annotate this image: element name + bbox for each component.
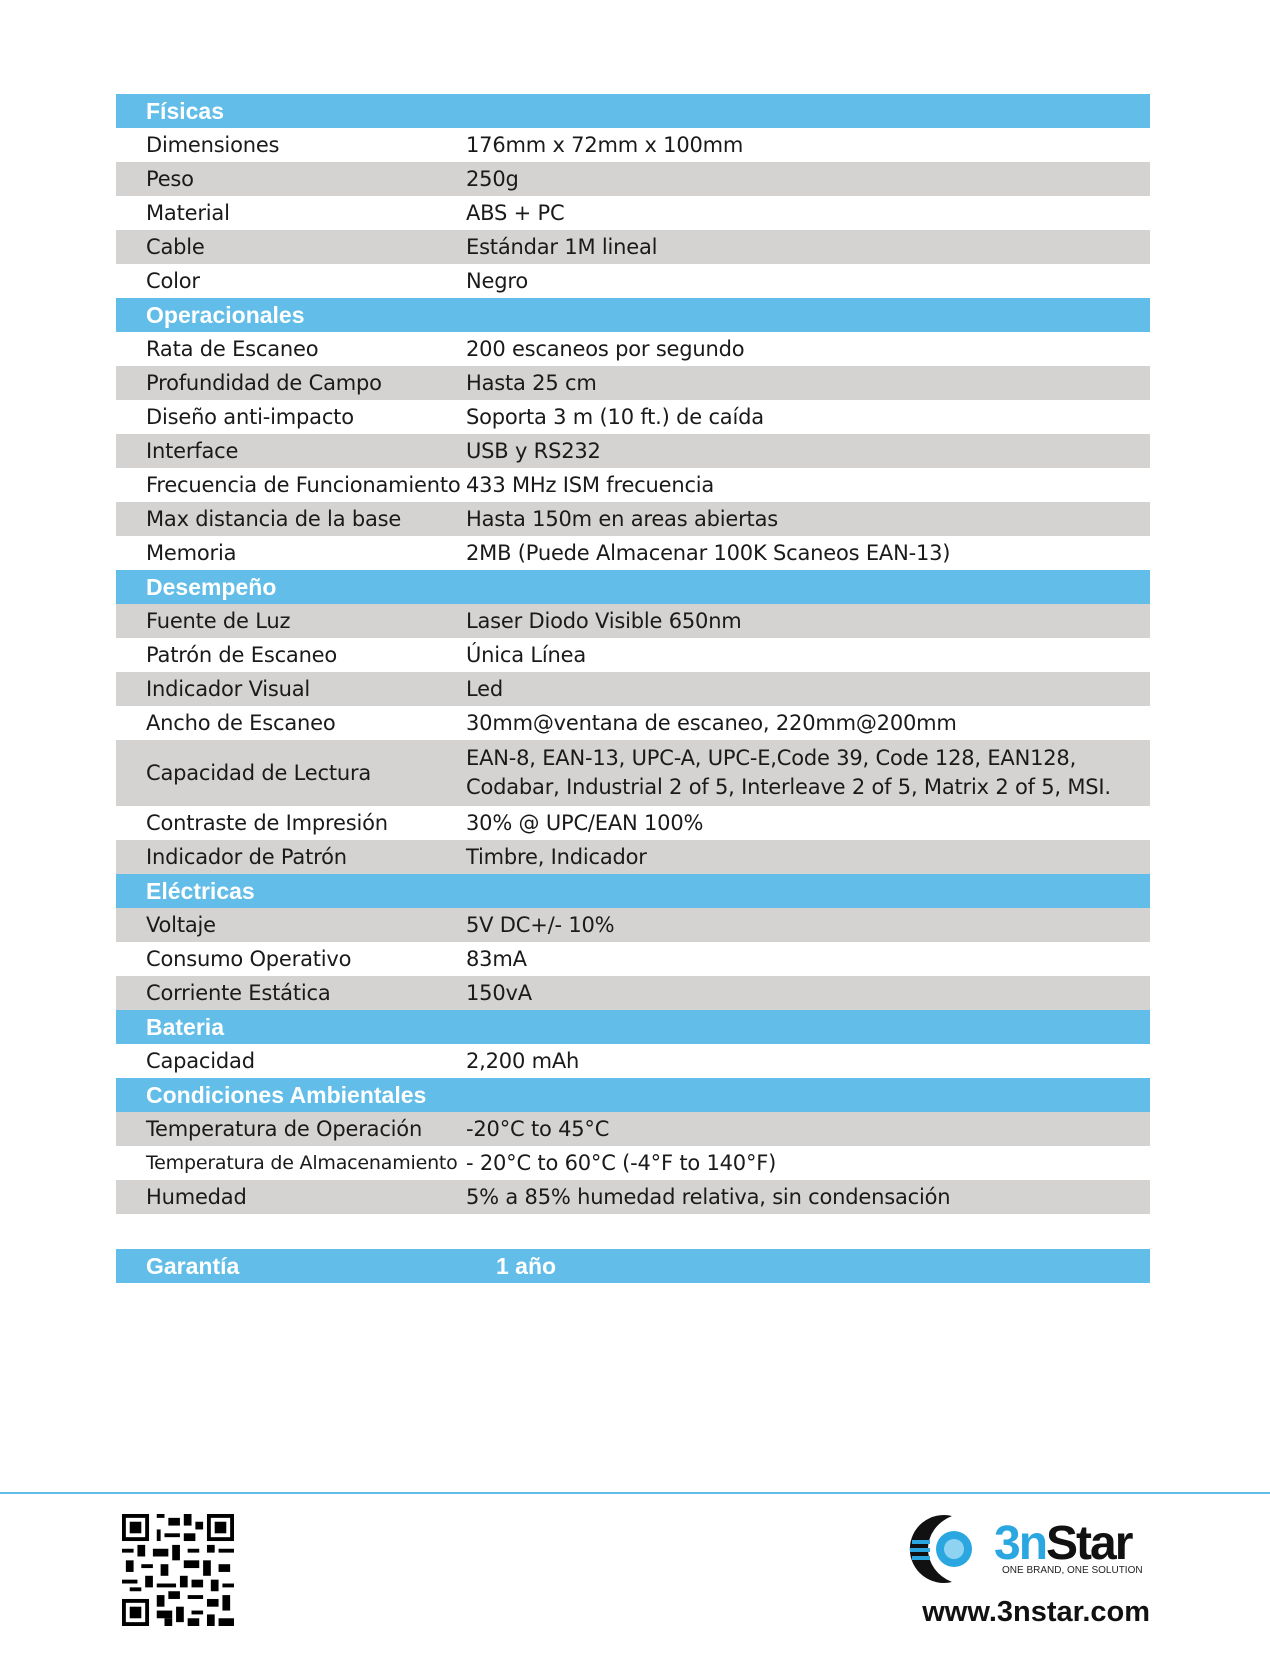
spec-row	[116, 840, 1150, 874]
spec-label: Material	[146, 201, 230, 225]
spec-row	[116, 400, 1150, 434]
spec-value: Laser Diodo Visible 650nm	[466, 609, 742, 633]
spec-label: Indicador Visual	[146, 677, 311, 701]
spec-value: EAN-8, EAN-13, UPC-A, UPC-E,Code 39, Code 128, EAN128, Codabar, Industrial 2 of 5, Interleave 2 of 5, Matrix 2 of 5, MSI.	[466, 746, 1111, 799]
spec-label: Corriente Estática	[146, 981, 331, 1005]
spec-label: Capacidad de Lectura	[146, 761, 372, 785]
spec-value: 2MB (Puede Almacenar 100K Scaneos EAN-13)	[466, 541, 951, 565]
spec-value: Negro	[466, 269, 528, 293]
warranty-row	[116, 1249, 1150, 1283]
spec-row	[116, 162, 1150, 196]
brand-name: 3nStar	[994, 1517, 1132, 1570]
qr-code-icon	[122, 1514, 234, 1626]
spec-row	[116, 434, 1150, 468]
spec-label: Color	[146, 269, 200, 293]
spec-row	[116, 536, 1150, 570]
spec-label: Interface	[146, 439, 239, 463]
spec-value: Estándar 1M lineal	[466, 235, 658, 259]
spec-label: Capacidad	[146, 1049, 255, 1073]
spec-row	[116, 230, 1150, 264]
spec-value: 2,200 mAh	[466, 1049, 580, 1073]
spec-row	[116, 806, 1150, 840]
spec-row	[116, 976, 1150, 1010]
spec-row	[116, 1044, 1150, 1078]
spec-table	[116, 94, 1150, 1283]
spec-value: Soporta 3 m (10 ft.) de caída	[466, 405, 764, 429]
spec-label: Indicador de Patrón	[146, 845, 347, 869]
section-header-electricas: Eléctricas	[116, 874, 1150, 908]
spec-label: Rata de Escaneo	[146, 337, 319, 361]
footer-divider	[0, 1492, 1270, 1494]
spec-value: Hasta 25 cm	[466, 371, 597, 395]
spec-label: Frecuencia de Funcionamiento	[146, 473, 461, 497]
spec-value: Timbre, Indicador	[466, 845, 647, 869]
spec-value: 5% a 85% humedad relativa, sin condensación	[466, 1185, 951, 1209]
spec-value: Única Línea	[466, 643, 587, 667]
spec-value: 250g	[466, 167, 519, 191]
warranty-label: Garantía	[146, 1252, 240, 1279]
spec-value: 30mm@ventana de escaneo, 220mm@200mm	[466, 711, 957, 735]
spec-value: - 20°C to 60°C (-4°F to 140°F)	[466, 1151, 777, 1175]
spec-value: Hasta 150m en areas abiertas	[466, 507, 778, 531]
spec-row	[116, 1146, 1150, 1180]
spec-label: Temperatura de Operación	[146, 1117, 423, 1141]
spec-row	[116, 264, 1150, 298]
spec-value: ABS + PC	[466, 201, 565, 225]
spec-label: Ancho de Escaneo	[146, 711, 336, 735]
spec-value: 433 MHz ISM frecuencia	[466, 473, 715, 497]
spec-row	[116, 604, 1150, 638]
spec-row	[116, 908, 1150, 942]
spec-value: Led	[466, 677, 503, 701]
spec-label: Consumo Operativo	[146, 947, 352, 971]
spec-label: Memoria	[146, 541, 237, 565]
spec-label: Voltaje	[146, 913, 216, 937]
spec-row	[116, 196, 1150, 230]
spec-row	[116, 942, 1150, 976]
warranty-value: 1 año	[496, 1252, 557, 1279]
spec-value: 30% @ UPC/EAN 100%	[466, 811, 704, 835]
spec-row	[116, 128, 1150, 162]
spec-row	[116, 468, 1150, 502]
spec-label: Cable	[146, 235, 205, 259]
section-header-desempeno: Desempeño	[116, 570, 1150, 604]
spec-label: Dimensiones	[146, 133, 280, 157]
spec-row	[116, 366, 1150, 400]
section-header-fisicas: Físicas	[116, 94, 1150, 128]
spec-row	[116, 1180, 1150, 1214]
spec-row	[116, 706, 1150, 740]
spec-row	[116, 1112, 1150, 1146]
spec-label: Peso	[146, 167, 194, 191]
spec-label: Humedad	[146, 1185, 247, 1209]
spec-label: Profundidad de Campo	[146, 371, 382, 395]
spec-row	[116, 740, 1150, 806]
spec-label: Fuente de Luz	[146, 609, 291, 633]
section-header-condiciones: Condiciones Ambientales	[116, 1078, 1150, 1112]
spec-value: 83mA	[466, 947, 527, 971]
spec-label: Contraste de Impresión	[146, 811, 388, 835]
website-url[interactable]: www.3nstar.com	[922, 1596, 1150, 1628]
spec-label: Patrón de Escaneo	[146, 643, 338, 667]
brand-tagline: ONE BRAND, ONE SOLUTION	[1002, 1565, 1143, 1576]
section-header-operacionales: Operacionales	[116, 298, 1150, 332]
spec-value: 176mm x 72mm x 100mm	[466, 133, 744, 157]
spec-row	[116, 502, 1150, 536]
spec-row	[116, 332, 1150, 366]
spec-row	[116, 638, 1150, 672]
spec-value: 200 escaneos por segundo	[466, 337, 745, 361]
spec-value: 150vA	[466, 981, 532, 1005]
spec-value: 5V DC+/- 10%	[466, 913, 615, 937]
section-header-bateria: Bateria	[116, 1010, 1150, 1044]
spec-row	[116, 672, 1150, 706]
spec-label: Temperatura de Almacenamiento	[146, 1152, 458, 1174]
spec-value: USB y RS232	[466, 439, 601, 463]
spec-label: Diseño anti-impacto	[146, 405, 354, 429]
spec-label: Max distancia de la base	[146, 507, 402, 531]
spec-value: -20°C to 45°C	[466, 1117, 610, 1141]
